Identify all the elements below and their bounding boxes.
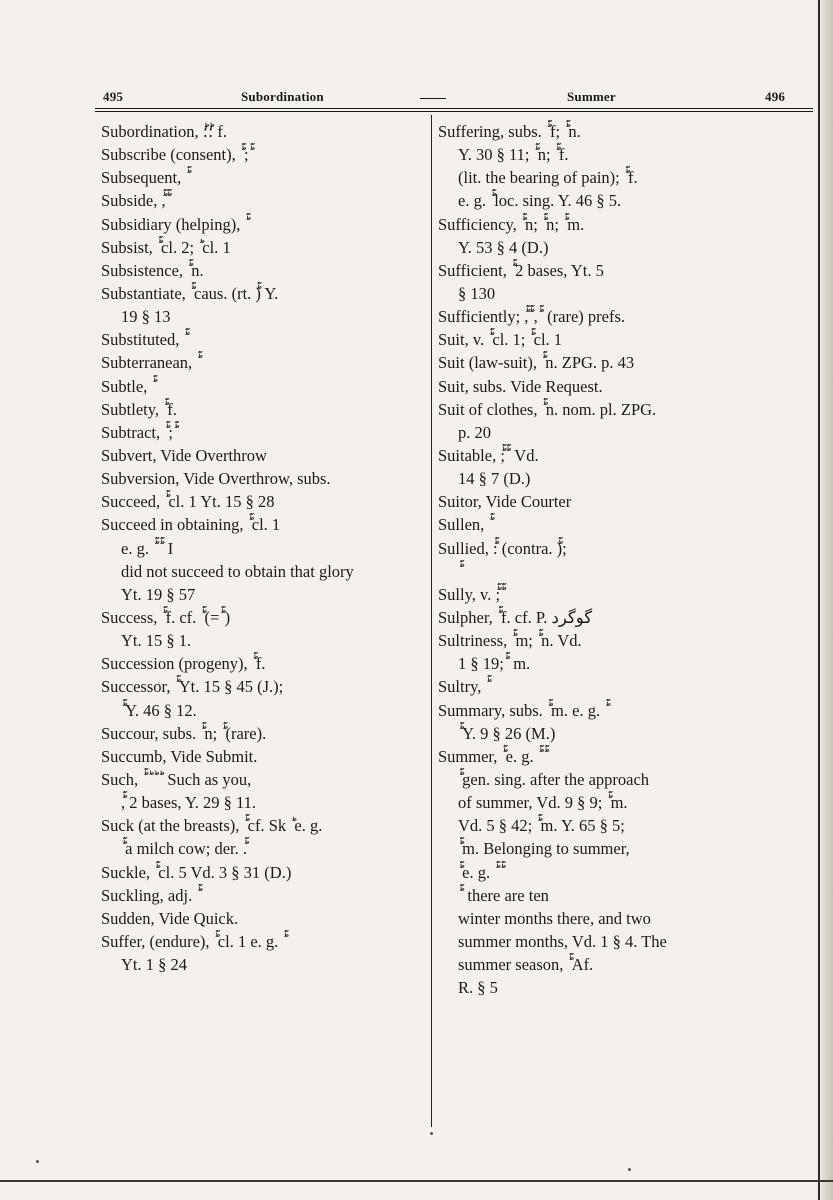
entry-line: of summer, Vd. 9 § 9; ؕؕؕ m.	[458, 793, 628, 813]
entry-line: Sullied, ؕؕؕ: (contra. ؕؕؕؕ);	[438, 538, 567, 558]
entry-line: Subtle, ؕؕؕؕؕؕ	[101, 376, 152, 396]
entry-line: Succeed in obtaining, ؕؕؕ cl. 1	[101, 515, 281, 535]
entry-line: Y. 53 § 4 (D.)	[458, 237, 549, 257]
entry-line: summer season, ؕؕؕؕؕ Af.	[458, 955, 594, 975]
entry-line: Subsistence, ؕؕؕ n.	[101, 260, 204, 280]
entry-line: Yt. 1 § 24	[121, 955, 187, 975]
entry-line: Subterranean, ؕؕؕؕؕ	[101, 353, 197, 373]
right-column	[438, 120, 808, 999]
entry-line: ؕؕؕؕ Y. 9 § 26 (M.)	[458, 723, 556, 743]
entry-line: Subside, ؕؕؕؕ, ؕؕؕؕ	[101, 191, 171, 211]
entry-line: Sufficiency, ؕؕ n; ؕؕؕ n; ؕؕؕ m.	[438, 214, 585, 234]
page-number-right: 496	[765, 89, 786, 104]
entry-line: Sully, v. ؕؕ; ؕؕؕ	[438, 584, 506, 604]
entry-line: Sultry, ؕؕؕؕؕ	[438, 677, 486, 697]
entry-line: 1 § 19; ؕؕؕ m.	[458, 654, 531, 674]
entry-line: Summer, ؕؕ e. g. ؕؕؕ ؕؕؕ ؕؕؕ	[438, 746, 549, 766]
entry-line: Sudden, Vide Quick.	[101, 908, 239, 928]
entry-line: Sullen, ؕؕؕ	[438, 515, 489, 535]
entry-line: summer months, Vd. 1 § 4. The	[458, 931, 667, 951]
entry-line: Succumb, Vide Submit.	[101, 746, 258, 766]
entry-line: Subvert, Vide Overthrow	[101, 445, 267, 465]
entry-line: Suit of clothes, ؕؕؕ n. nom. pl. ZPG.	[438, 399, 657, 419]
entry-line: Subtract, ؕؕؕ ; ؕؕؕ	[101, 422, 179, 442]
header-dash	[420, 98, 446, 99]
entry-line: Vd. 5 § 42; ؕؕؕ m. Y. 65 § 5;	[458, 816, 625, 836]
entry-line: Such, ؕ ؕ ؕ ؕ ؕ Such as you,	[101, 769, 252, 789]
entry-line: 19 § 13	[121, 307, 171, 327]
entry-line: Yt. 19 § 57	[121, 584, 196, 604]
entry-line: R. § 5	[458, 978, 498, 998]
entry-line: e. g. ؕؕؕؕ loc. sing. Y. 46 § 5.	[458, 191, 622, 211]
entry-line: Subsidiary (helping), ؕؕؕؕؕ	[101, 214, 245, 234]
entry-line: Y. 30 § 11; ؕؕؕؕ n; ؕؕؕؕ f.	[458, 145, 569, 165]
entry-line: e. g. ؕؕؕؕؕ ؕؕؕ ؕؕؕ I	[121, 538, 174, 558]
entry-line: Suit, v. ؕؕ cl. 1; ؕؕ cl. 1	[438, 330, 563, 350]
entry-line: Suck (at the breasts), ؕؕ cf. Sk ؕ e. g.	[101, 816, 323, 836]
entry-line: Sultriness, ؕؕؕ m; ؕؕؕؕ n. Vd.	[438, 631, 582, 651]
entry-line: Suit, subs. Vide Request.	[438, 376, 603, 396]
entry-line: Summary, subs. ؕؕ m. e. g. ؕؕؕؕ	[438, 700, 605, 720]
entry-line: 14 § 7 (D.)	[458, 469, 531, 489]
entry-line: Sufficiently; ؕؕ, ؕؕ, ؕؕ (rare) prefs.	[438, 307, 626, 327]
entry-line: winter months there, and two	[458, 908, 651, 928]
entry-line: Successor, ؕؕؕؕ Yt. 15 § 45 (J.);	[101, 677, 284, 697]
entry-line: Subversion, Vide Overthrow, subs.	[101, 469, 331, 489]
entry-line: Sulpher, ؕؕؕؕؕ f. cf. P. گوگرد	[438, 607, 593, 627]
entry-line: Suitor, Vide Courter	[438, 492, 572, 512]
entry-line: Suffer, (endure), ؕؕ cl. 1 e. g. ؕؕؕؕ	[101, 931, 283, 951]
entry-line: p. 20	[458, 422, 491, 442]
entry-line: Subordination, ؕ؛ؕ؛ f.	[101, 122, 227, 141]
entry-line: Subscribe (consent), ؕؕ ; ؕؕ	[101, 145, 254, 165]
entry-line: Suit (law-suit), ؕؕؕ n. ZPG. p. 43	[438, 353, 635, 373]
ink-speck	[430, 1132, 433, 1135]
entry-line: ؕؕؕ gen. sing. after the approach	[458, 769, 650, 789]
entry-line: Yt. 15 § 1.	[121, 631, 192, 651]
entry-line: Substantiate, ؕؕؕ caus. (rt. ؕؕ) Y.	[101, 283, 279, 303]
entry-line: Substituted, ؕؕؕ	[101, 330, 184, 350]
header-rule-top	[95, 108, 813, 109]
entry-line: Suitable, ؕؕؕؕ; ؕؕؕؕؕ Vd.	[438, 445, 539, 465]
entry-line: Suckling, adj. ؕؕؕؕ	[101, 885, 197, 905]
entry-line: ؕؕؕؕ m. Belonging to summer,	[458, 839, 630, 859]
page-edge-line	[818, 0, 820, 1200]
entry-line: Succeed, ؕؕؕ cl. 1 Yt. 15 § 28	[101, 492, 275, 512]
entry-line: Subsist, ؕؕ cl. 2; ؕ cl. 1	[101, 237, 231, 257]
entry-line: did not succeed to obtain that glory	[121, 561, 354, 581]
entry-line: ؕؕؕ e. g. ؕؕؕ ؕؕؕ ؕؕؕ	[458, 862, 505, 882]
left-column	[101, 120, 423, 976]
page-bottom-edge	[0, 1180, 833, 1182]
entry-line: Succession (progeny), ؕؕؕؕ f.	[101, 654, 266, 674]
ink-speck	[36, 1160, 39, 1163]
entry-line: Subtlety, ؕؕؕؕؕ f.	[101, 399, 177, 419]
page-number-left: 495	[103, 89, 124, 104]
entry-line: Sufficient, ؕؕؕؕؕ 2 bases, Yt. 5	[438, 260, 604, 280]
entry-line: ؕؕؕؕ ؕؕؕ there are ten	[458, 885, 549, 905]
column-divider	[431, 115, 432, 1127]
entry-line: Succour, subs. ؕؕؕ n; ؕؕؕ (rare).	[101, 723, 267, 743]
page-edge-shadow	[821, 0, 833, 1200]
ink-speck	[628, 1168, 631, 1171]
entry-line: (lit. the bearing of pain); ؕؕؕ f.	[458, 168, 638, 188]
entry-line: Subsequent, ؕؕؕ	[101, 168, 186, 188]
header-rule-bottom	[95, 111, 813, 112]
entry-line: Suckle, ؕؕؕ cl. 5 Vd. 3 § 31 (D.)	[101, 862, 292, 882]
entry-line: ؕؕ a milch cow; der. ؕؕؕ.	[121, 839, 248, 859]
entry-line: Success, ؕؕ f. cf. ؕؕؕ (= ؕؕؕ)	[101, 607, 231, 627]
running-head-left: Subordination	[241, 89, 324, 104]
entry-line	[438, 560, 808, 583]
entry-line: ؕؕؕ Y. 46 § 12.	[121, 700, 197, 720]
running-head-right: Summer	[567, 89, 616, 104]
entry-line: § 130	[458, 283, 496, 303]
entry-line: Suffering, subs. ؕؕؕ f; ؕؕؕؕ n.	[438, 122, 581, 141]
entry-line: ؕؕؕؕؕ, 2 bases, Y. 29 § 11.	[121, 793, 257, 813]
